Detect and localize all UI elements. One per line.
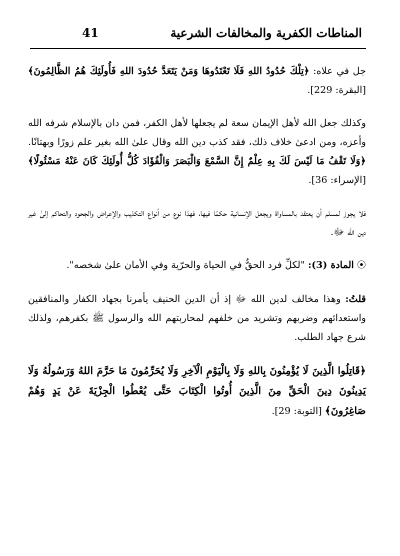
verse-reference-tawbah: [التوبة: 29]. xyxy=(271,406,325,417)
page-body xyxy=(28,62,366,435)
paragraph-3 xyxy=(28,204,366,242)
paragraph-2 xyxy=(28,114,366,190)
verse-reference-isra: [الإسراء: 36]. xyxy=(308,175,366,186)
running-header xyxy=(30,22,366,49)
article-text: "لكلِّ فرد الحقُّ في الحياة والحرّية وفي الأمان علىٰ شخصه". xyxy=(66,260,308,271)
paragraph-1 xyxy=(28,62,366,100)
verse-reference-baqarah: [البقرة: 229]. xyxy=(307,85,366,96)
paragraph-4 xyxy=(28,290,366,347)
paragraph-5 xyxy=(28,361,366,421)
quran-verse-baqarah: ﴿تِلْكَ حُدُودُ اللهِ فَلَا تَعْتَدُوهَا وَمَنْ يَتَعَدَّ حُدُودَ اللهِ فَأُولَئِكَ هُمُ الظَّالِمُونَ﴾ xyxy=(28,66,310,77)
article-label: المادة (3): xyxy=(307,260,354,271)
paragraph-4-lead: قلتُ: xyxy=(345,294,366,305)
page-number: 41 xyxy=(82,26,99,40)
quran-verse-tawbah: ﴿قَاتِلُوا الَّذِينَ لَا يُؤْمِنُونَ بِاللهِ وَلَا بِالْيَوْمِ الْآخِرِ وَلَا يُحَرِّمُونَ مَا حَرَّمَ اللهُ وَرَسُولُهُ وَلَا يَدِينُونَ دِينَ الْحَقِّ مِنَ الَّذِينَ أُوتُوا الْكِتَابَ حَتَّى يُعْطُوا الْجِزْيَةَ عَنْ يَدٍ وَهُمْ صَاغِرُونَ﴾ xyxy=(28,365,366,417)
bullet-icon: ⦿ xyxy=(356,261,366,271)
paragraph-4-text: وهذا مخالف لدين الله ﷻ إذ أن الدين الحنيف يأمرنا بجهاد الكفار والمنافقين واستعدائهم وضربهم وتشريد من خلفهم لمحاربتهم الله والرسول ﷺ بكفرهم، ولذلك شرع جهاد الطلب. xyxy=(28,294,366,343)
paragraph-2-text: وكذلك جعل الله لأهل الإيمان سعة لم يجعلها لأهل الكفر، فمن دان بالإسلام شرفه الله وأعزه، ومن ادعىٰ خلاف ذلك، فقد كذب دين الله وقال علىٰ الله بغير علم زورًا وبهتانًا. xyxy=(28,118,366,148)
paragraph-3-text: فلا يجوز لمسلم أن يعتقد بالمساواة ويجعل الإنسانية حكمًا فيها، فهذا نوع من أنواع التكذيب والإعراض والجحود والتحاكم إلىٰ غير دين الله ﷻ. xyxy=(28,208,366,238)
paragraph-1-lead: جل في علاه: xyxy=(309,66,367,77)
quran-verse-isra: ﴿وَلَا تَقْفُ مَا لَيْسَ لَكَ بِهِ عِلْمٌ إِنَّ السَّمْعَ وَالْبَصَرَ وَالْفُؤَادَ كُلُّ أُولَئِكَ كَانَ عَنْهُ مَسْئُولًا﴾ xyxy=(28,156,366,167)
article-paragraph xyxy=(28,256,366,276)
running-title: المناطات الكفرية والمخالفات الشرعية xyxy=(170,26,362,40)
